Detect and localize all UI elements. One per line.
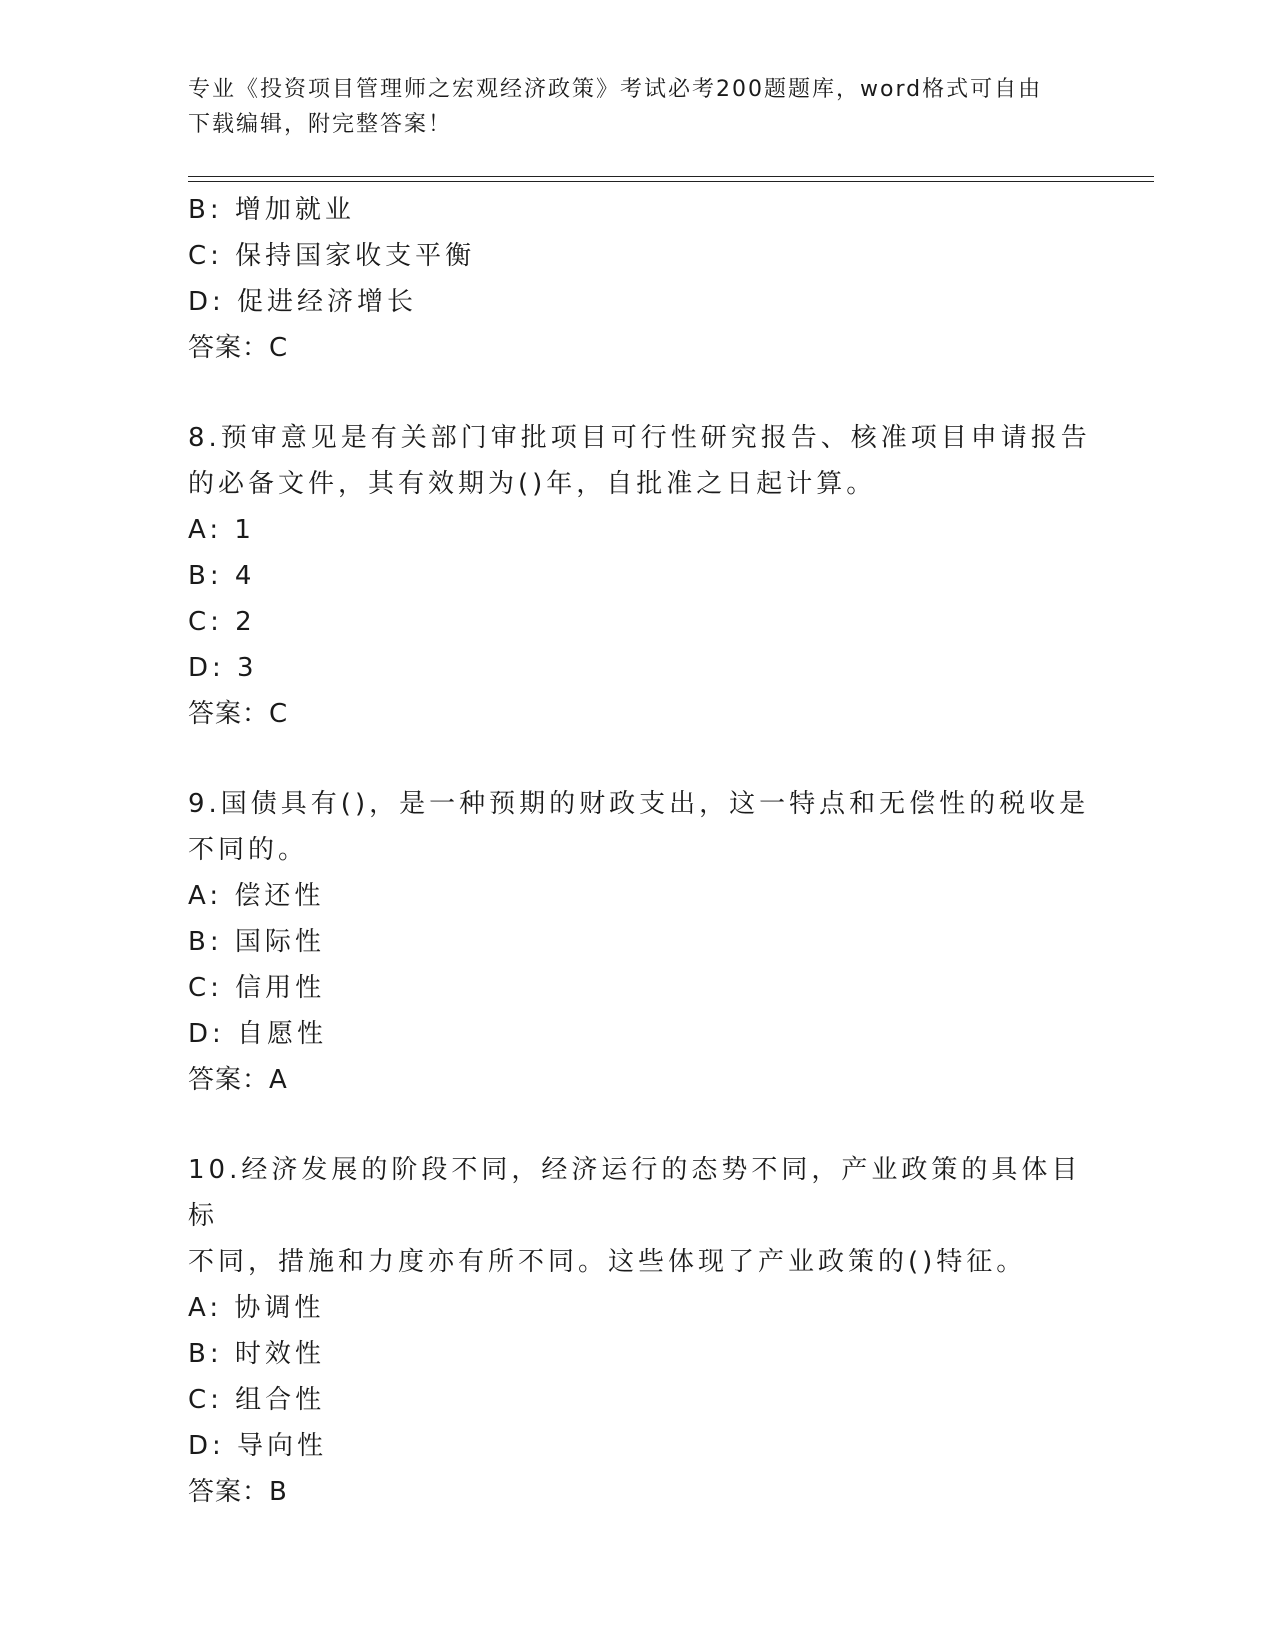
option-a: A: 偿还性 <box>188 881 325 911</box>
header-line-2: 下载编辑，附完整答案！ <box>188 112 453 137</box>
option-b: B: 国际性 <box>188 927 325 957</box>
header-rule-top <box>188 176 1154 177</box>
option-d: D: 导向性 <box>188 1431 328 1461</box>
question-stem-line-2: 的必备文件，其有效期为()年，自批准之日起计算。 <box>188 469 877 499</box>
option-d: D: 3 <box>188 653 258 683</box>
question-stem-line-1: 8.预审意见是有关部门审批项目可行性研究报告、核准项目申请报告 <box>188 423 1091 453</box>
question-9 <box>188 781 1108 1103</box>
question-stem-line-2: 不同，措施和力度亦有所不同。这些体现了产业政策的()特征。 <box>188 1247 1027 1277</box>
answer-line: 答案：C <box>188 333 289 363</box>
answer-line: 答案：C <box>188 699 289 729</box>
option-a: A: 协调性 <box>188 1293 325 1323</box>
question-stem-line-1: 10.经济发展的阶段不同，经济运行的态势不同，产业政策的具体目标 <box>188 1155 1082 1231</box>
option-b: B: 4 <box>188 561 256 591</box>
question-stem-line-1: 9.国债具有()，是一种预期的财政支出，这一特点和无偿性的税收是 <box>188 789 1090 819</box>
option-b: B: 时效性 <box>188 1339 325 1369</box>
question-stem-line-2: 不同的。 <box>188 835 309 865</box>
document-body <box>188 187 1108 1515</box>
header-rule-bottom <box>188 181 1154 182</box>
document-header <box>188 72 1088 142</box>
option-c: C: 组合性 <box>188 1385 326 1415</box>
header-line-1: 专业《投资项目管理师之宏观经济政策》考试必考200题题库，word格式可自由 <box>188 77 1043 102</box>
option-c: C: 2 <box>188 607 256 637</box>
option-d: D: 自愿性 <box>188 1019 328 1049</box>
option-d: D: 促进经济增长 <box>188 287 418 317</box>
question-7-continued <box>188 187 1108 371</box>
question-8 <box>188 415 1108 737</box>
answer-line: 答案：A <box>188 1065 288 1095</box>
answer-line: 答案：B <box>188 1477 288 1507</box>
option-b: B: 增加就业 <box>188 195 355 225</box>
option-c: C: 信用性 <box>188 973 326 1003</box>
option-a: A: 1 <box>188 515 255 545</box>
question-10 <box>188 1147 1108 1515</box>
option-c: C: 保持国家收支平衡 <box>188 241 476 271</box>
